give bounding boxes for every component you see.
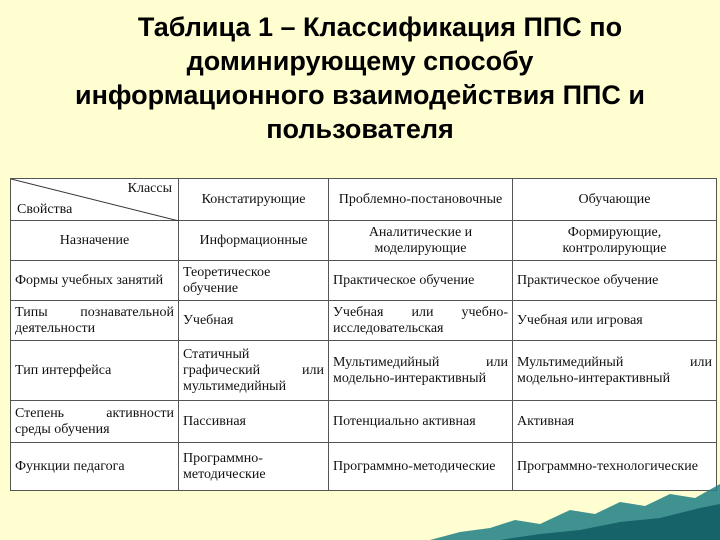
table-row — [11, 221, 717, 261]
title-line-3: информационного взаимодействия ППС и — [74, 80, 645, 110]
table-cell: Информационные — [179, 221, 329, 261]
table-header-row — [11, 179, 717, 221]
table-row — [11, 261, 717, 301]
table-cell: Учебная или учебно-исследовательская — [329, 301, 513, 341]
table-cell: Теоретическое обучение — [179, 261, 329, 301]
header-constating: Констатирующие — [179, 179, 329, 221]
table-cell: Мультимедийный или модельно-интерактивный — [513, 341, 717, 401]
header-problem: Проблемно-постановочные — [329, 179, 513, 221]
table-cell: Мультимедийный или модельно-интерактивный — [329, 341, 513, 401]
corner-properties-label: Свойства — [17, 202, 73, 217]
classification-table-container — [10, 178, 716, 490]
table-cell: Учебная — [179, 301, 329, 341]
classification-table — [10, 178, 717, 491]
corner-classes-label: Классы — [127, 181, 172, 196]
header-teaching: Обучающие — [513, 179, 717, 221]
table-row — [11, 301, 717, 341]
table-cell: Формирующие, контролирующие — [513, 221, 717, 261]
row-property: Функции педагога — [11, 443, 179, 491]
table-cell: Учебная или игровая — [513, 301, 717, 341]
row-property: Типы познавательной деятельности — [11, 301, 179, 341]
table-cell: Активная — [513, 401, 717, 443]
row-property: Тип интерфейса — [11, 341, 179, 401]
corner-cell — [11, 179, 179, 221]
table-cell: Аналитические и моделирующие — [329, 221, 513, 261]
title-line-4: пользователя — [266, 114, 454, 144]
row-property: Формы учебных занятий — [11, 261, 179, 301]
row-property: Назначение — [11, 221, 179, 261]
wave-decoration — [420, 480, 720, 540]
table-cell: Пассивная — [179, 401, 329, 443]
slide-title — [10, 10, 710, 146]
table-row — [11, 341, 717, 401]
title-line-1: Таблица 1 – Классификация ППС по — [137, 12, 623, 42]
table-cell: Потенциально активная — [329, 401, 513, 443]
table-cell: Программно-технологические — [513, 443, 717, 491]
table-cell: Статичный графический или мультимедийный — [179, 341, 329, 401]
table-cell: Программно-методические — [329, 443, 513, 491]
table-row — [11, 401, 717, 443]
table-cell: Программно-методические — [179, 443, 329, 491]
row-property: Степень активности среды обучения — [11, 401, 179, 443]
table-cell: Практическое обучение — [329, 261, 513, 301]
table-cell: Практическое обучение — [513, 261, 717, 301]
title-line-2: доминирующему способу — [186, 46, 534, 76]
